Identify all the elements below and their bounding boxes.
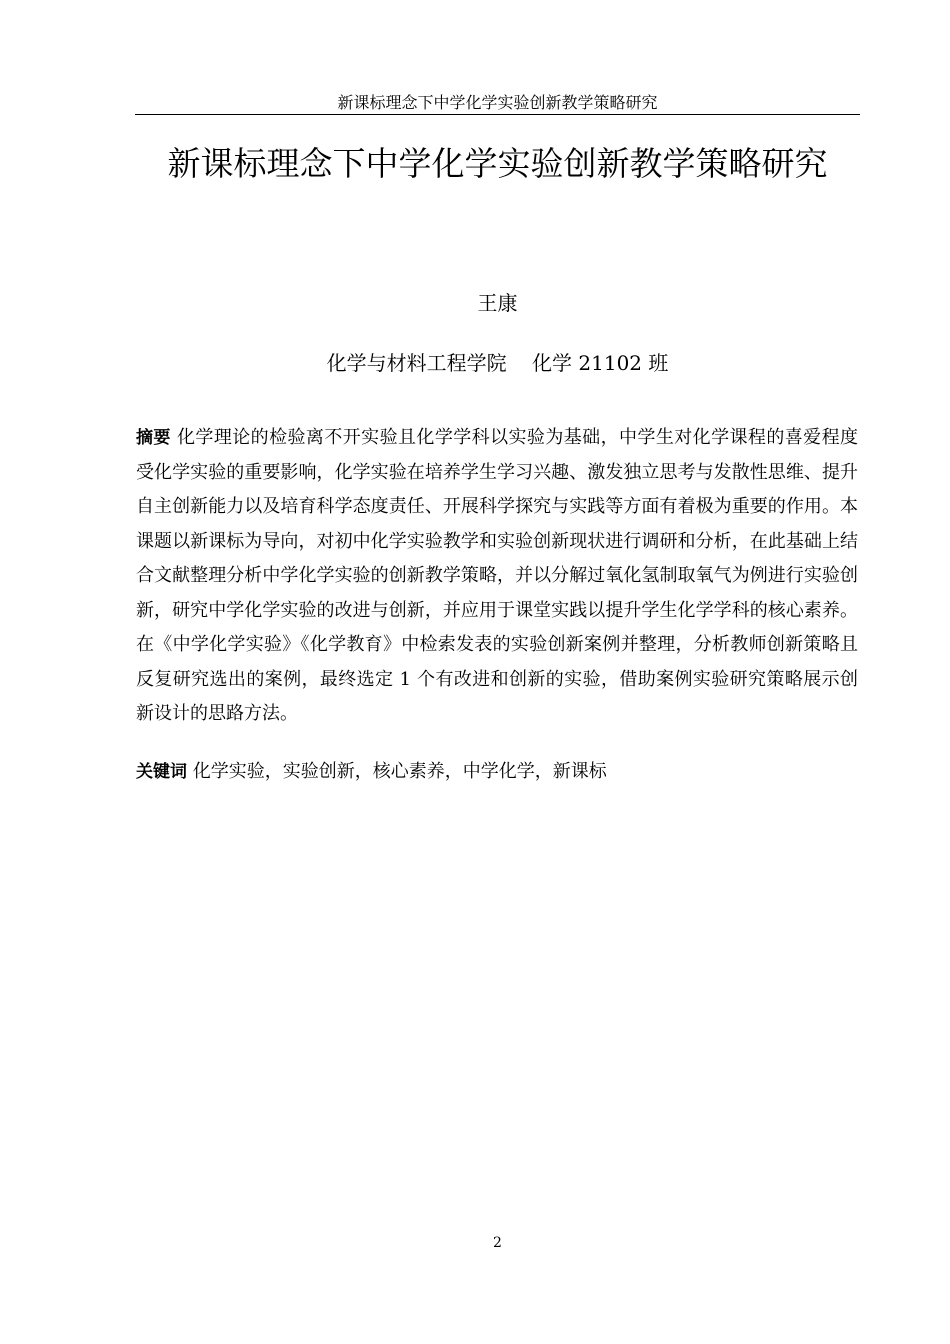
abstract-text: 化学理论的检验离不开实验且化学学科以实验为基础，中学生对化学课程的喜爱程度受化学实验的重要影响，化学实验在培养学生学习兴趣、激发独立思考与发散性思维、提升自主创新能力以及培育科学态度责任、开展科学探究与实践等方面有着极为重要的作用。本课题以新课标为导向，对初中化学实验教学和实验创新现状进行调研和分析，在此基础上结合文献整理分析中学化学实验的创新教学策略，并以分解过氧化氢制取氧气为例进行实验创新，研究中学化学实验的改进与创新，并应用于课堂实践以提升学生化学学科的核心素养。在《中学化学实验》《化学教育》中检索发表的实验创新案例并整理，分析教师创新策略且反复研究选出的案例，最终选定 1 个有改进和创新的实验，借助案例实验研究策略展示创新设计的思路方法。 bbox=[136, 427, 858, 724]
running-header bbox=[135, 92, 860, 115]
keywords-label: 关键词 bbox=[136, 762, 187, 782]
abstract-section bbox=[136, 421, 858, 732]
page-number: 2 bbox=[493, 1235, 502, 1251]
running-header-title: 新课标理念下中学化学实验创新教学策略研究 bbox=[337, 93, 658, 112]
keywords-section bbox=[136, 755, 858, 789]
document-title: 新课标理念下中学化学实验创新教学策略研究 bbox=[167, 144, 828, 183]
abstract-label: 摘要 bbox=[136, 428, 171, 448]
author-affiliation: 化学与材料工程学院 化学 21102 班 bbox=[326, 351, 669, 375]
author-name: 王康 bbox=[477, 291, 518, 315]
keywords-text: 化学实验，实验创新，核心素养，中学化学，新课标 bbox=[192, 761, 607, 782]
